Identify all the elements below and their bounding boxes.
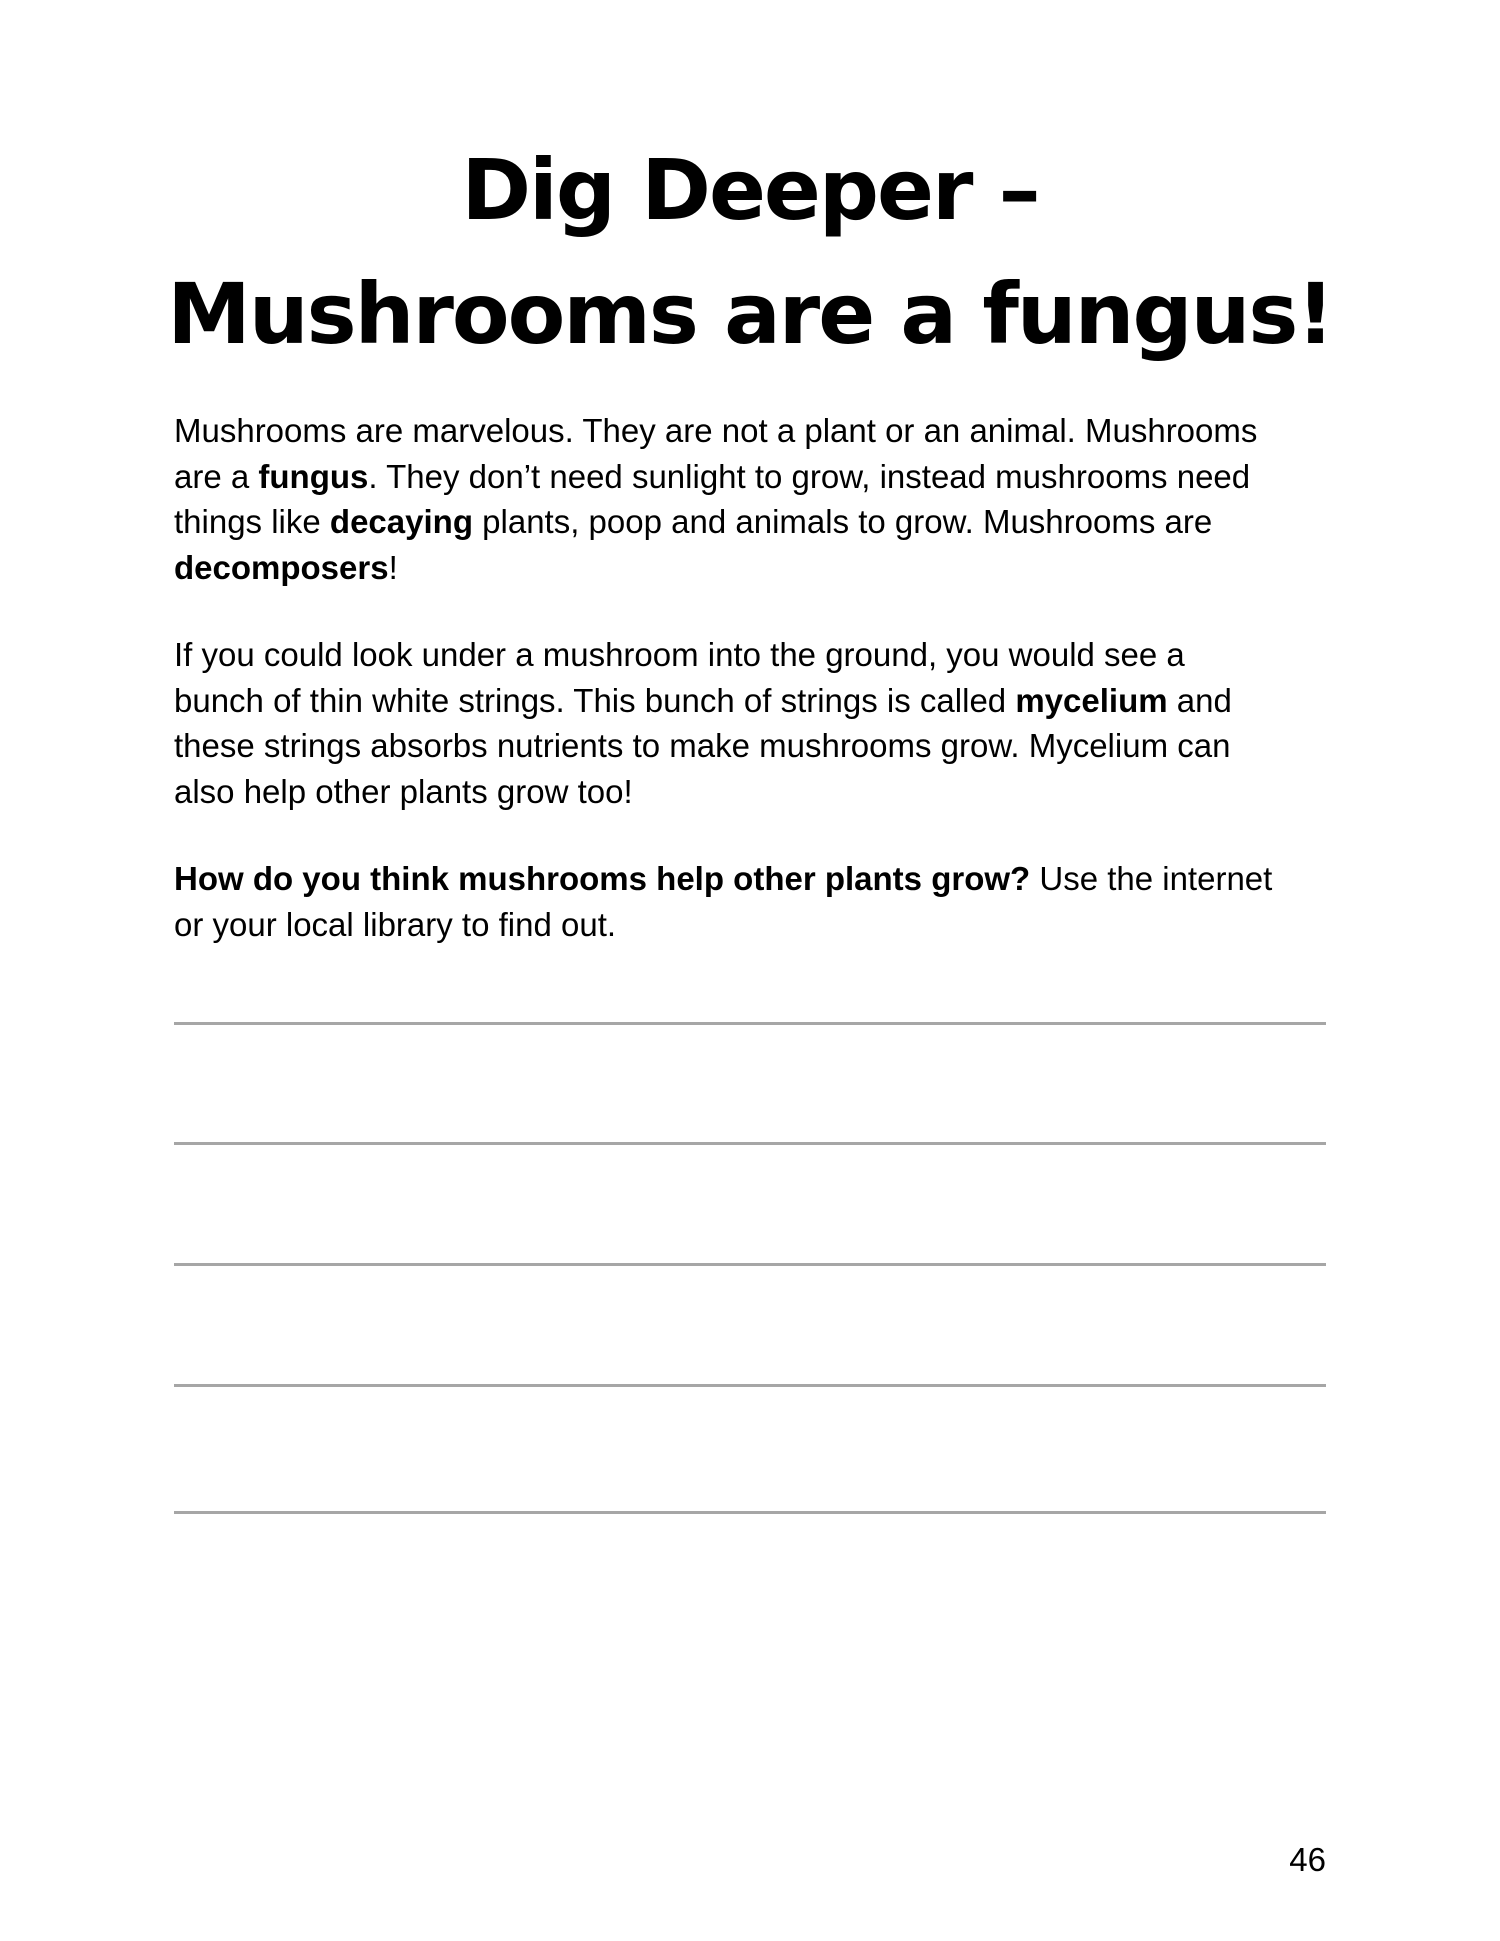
text-run: Mushrooms are marvelous. They are not a plant or an animal. Mushrooms: [174, 412, 1258, 449]
intro-paragraph: [174, 408, 1334, 590]
answer-line-1[interactable]: [174, 1022, 1326, 1025]
paragraph-line: [174, 632, 1334, 678]
text-run: and: [1167, 681, 1232, 719]
text-run: !: [388, 548, 398, 586]
question-prompt: How do you think mushrooms help other plants grow?: [174, 860, 1031, 897]
text-run: things like: [174, 503, 330, 540]
title-line-2: Mushrooms are a fungus!: [167, 265, 1333, 363]
answer-line-4[interactable]: [174, 1384, 1326, 1387]
page-title: [0, 128, 1500, 376]
text-run: . They don’t need sunlight to grow, instead mushrooms need: [368, 457, 1251, 495]
term-decaying: decaying: [329, 503, 473, 540]
text-run: also help other plants grow too!: [174, 772, 633, 810]
paragraph-line: [174, 902, 1334, 948]
paragraph-line: [174, 454, 1334, 500]
text-run: plants, poop and animals to grow. Mushrooms are: [472, 503, 1213, 540]
page-number: 46: [1289, 1841, 1326, 1878]
question-paragraph: [174, 856, 1334, 947]
term-mycelium: mycelium: [1015, 681, 1168, 719]
text-run: If you could look under a mushroom into the ground, you would see a: [174, 636, 1185, 673]
text-run: are a: [174, 457, 259, 495]
answer-line-5[interactable]: [174, 1511, 1326, 1514]
paragraph-line: [174, 769, 1334, 815]
paragraph-line: [174, 723, 1334, 769]
mycelium-paragraph: [174, 632, 1334, 814]
paragraph-line: [174, 856, 1334, 902]
text-run: or your local library to find out.: [174, 905, 617, 943]
answer-line-3[interactable]: [174, 1263, 1326, 1266]
text-run: bunch of thin white strings. This bunch of strings is called: [174, 681, 1016, 719]
paragraph-line: [174, 499, 1334, 545]
term-fungus: fungus: [258, 457, 369, 495]
paragraph-line: [174, 678, 1334, 724]
answer-line-2[interactable]: [174, 1142, 1326, 1145]
title-line-1: Dig Deeper –: [461, 141, 1039, 239]
term-decomposers: decomposers: [174, 548, 389, 586]
text-run: these strings absorbs nutrients to make mushrooms grow. Mycelium can: [174, 727, 1231, 764]
text-run: Use the internet: [1030, 860, 1273, 897]
paragraph-line: [174, 408, 1334, 454]
paragraph-line: [174, 545, 1334, 591]
